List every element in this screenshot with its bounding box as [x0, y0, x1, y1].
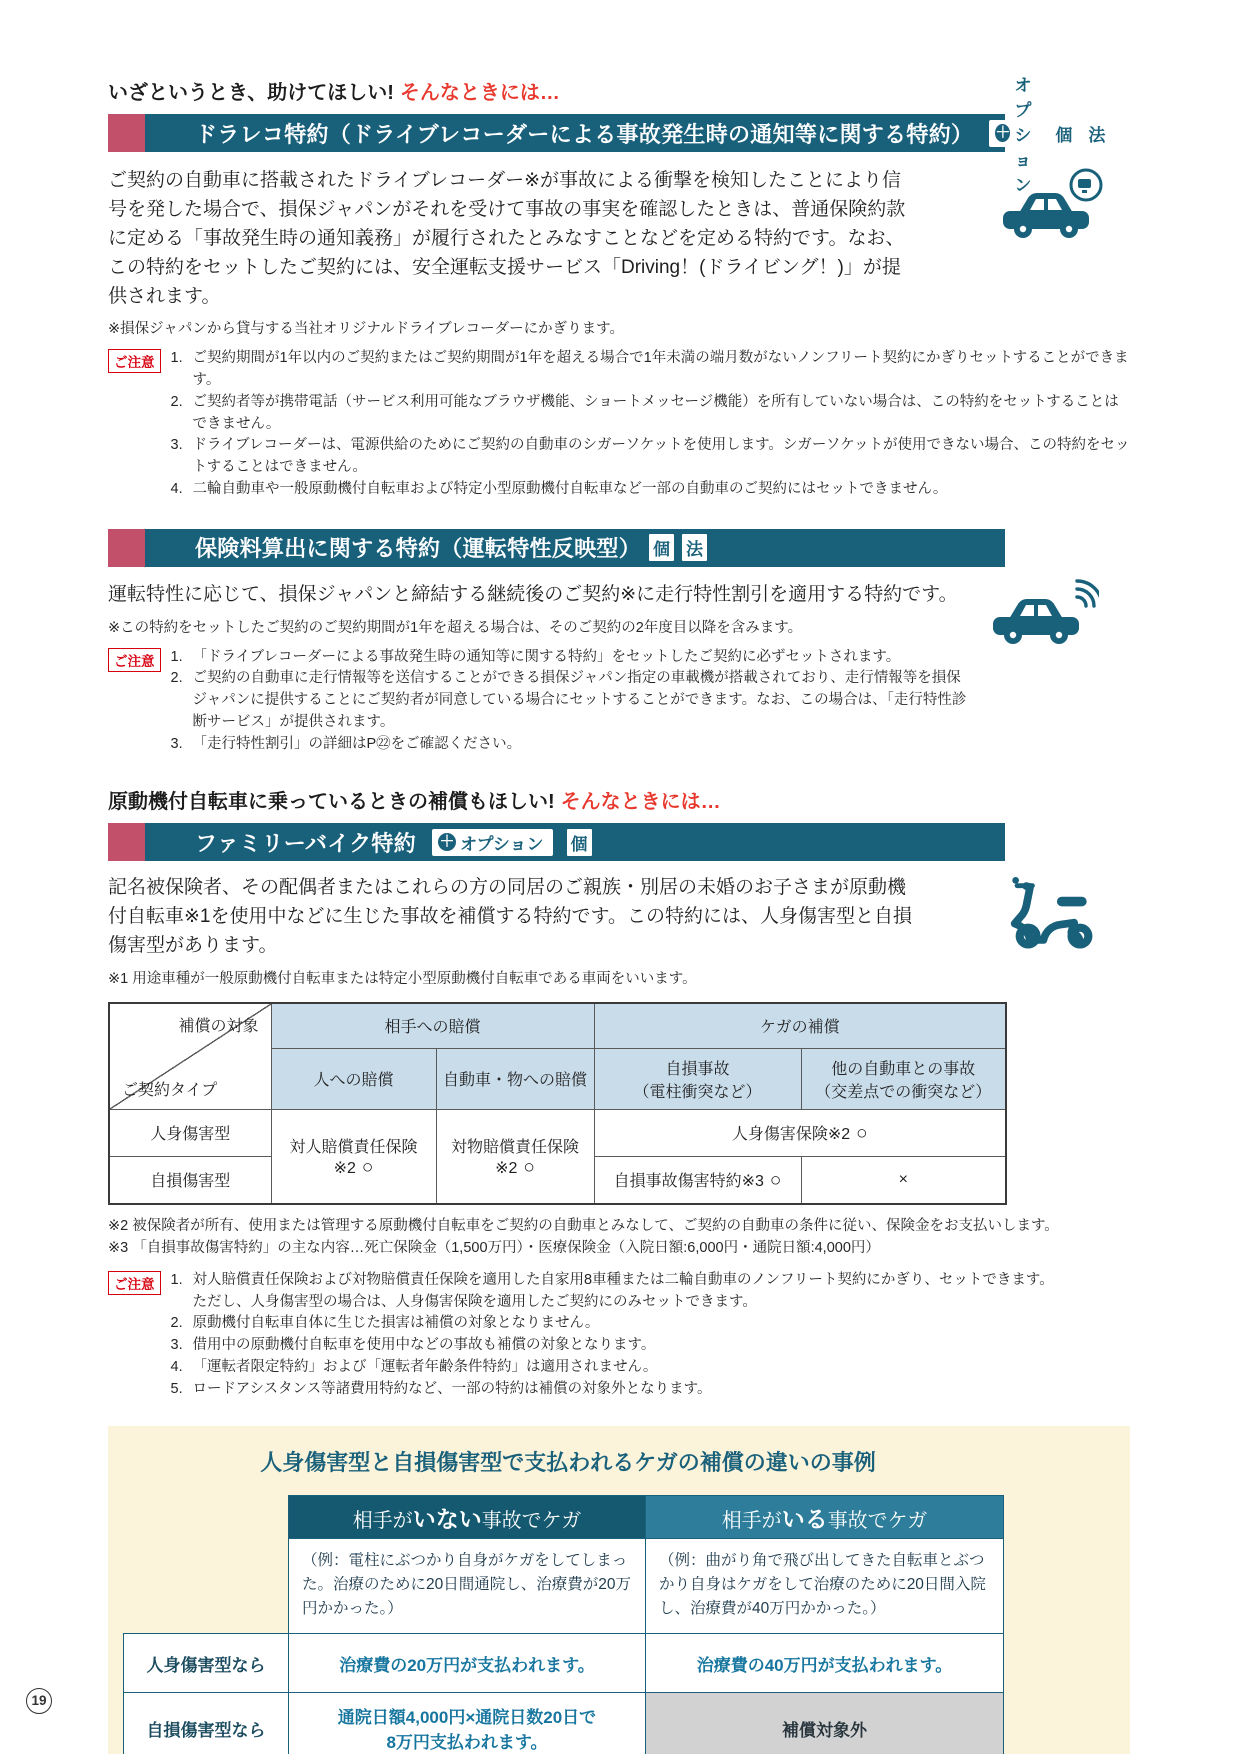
section-bike-body — [108, 874, 1133, 1400]
column-header: 人への賠償 — [271, 1048, 436, 1109]
example-case-right: （例：曲がり角で飛び出してきた自転車とぶつかり自身はケガをして治療のために20日間入院し、治療費が40万円かかった。） — [646, 1539, 1004, 1634]
table-row — [124, 1693, 1004, 1754]
example-header-no-other-party: 相手がいない事故でケガ — [289, 1496, 646, 1539]
section-hokenryo-body — [108, 581, 1133, 756]
lead-text: いざというとき、助けてほしい! — [108, 82, 394, 104]
caution-item: 1. 「ドライブレコーダーによる事故発生時の通知等に関する特約」をセットしたご契約に必ずセットされます。 — [170, 648, 901, 665]
caution-item: 5. ロードアシスタンス等諸費用特約など、一部の特約は補償の対象外となります。 — [170, 1380, 712, 1397]
table-row — [109, 1109, 1006, 1156]
payment-cell: 治療費の20万円が支払われます。 — [289, 1634, 646, 1693]
caution-block — [108, 647, 1133, 756]
lead-line-1 — [108, 76, 1133, 105]
section-body-text: 記名被保険者、その配偶者またはこれらの方の同居のご親族・別居の未婚のお子さまが原動機付自転車※1を使用中などに生じた事故を補償する特約です。この特約には、人身傷害型と自損傷害型があります。 — [108, 877, 912, 956]
section-title: ファミリーバイク特約 — [195, 830, 417, 856]
header-accent-block — [108, 114, 145, 152]
table-row — [124, 1634, 1004, 1693]
page-number: 19 — [26, 1688, 52, 1714]
caution-item: 2. ご契約者等が携帯電話（サービス利用可能なブラウザ機能、ショートメッセージ機能）を所有していない場合は、この特約をセットすることはできません。 — [170, 393, 1119, 432]
section-header-bike — [108, 823, 1005, 861]
lead-highlight: そんなときには… — [399, 82, 560, 104]
option-badge: ＋ オプション — [989, 120, 1043, 147]
cell-not-covered: × — [801, 1156, 1006, 1204]
telematics-car-icon — [991, 575, 1099, 655]
example-header-with-other-party: 相手がいる事故でケガ — [646, 1496, 1004, 1539]
cell-taijin: 対人賠償責任保険※2 ○ — [271, 1109, 436, 1204]
column-group-liability: 相手への賠償 — [271, 1003, 594, 1049]
coverage-table — [108, 1002, 1007, 1205]
caution-label: ご注意 — [108, 1271, 161, 1295]
cell-jison: 自損事故傷害特約※3 ○ — [594, 1156, 801, 1204]
lead-line-2 — [108, 785, 1133, 814]
caution-item: 4. 「運転者限定特約」および「運転者年齢条件特約」は適用されません。 — [170, 1358, 658, 1375]
caution-block — [108, 348, 1133, 500]
column-header: 自動車・物への賠償 — [436, 1048, 594, 1109]
caution-item: 3. ドライブレコーダーは、電源供給のためにご契約の自動車のシガーソケットを使用します。シガーソケットが使用できない場合、この特約をセットすることはできません。 — [170, 437, 1130, 476]
signal-waves-icon — [1077, 581, 1099, 606]
header-accent-block — [108, 823, 145, 861]
not-covered-cell: 補償対象外 — [646, 1693, 1004, 1754]
caution-item: 3. 「走行特性割引」の詳細はP㉒をご確認ください。 — [170, 735, 522, 752]
lead-highlight: そんなときには… — [560, 791, 721, 814]
section-title: ドラレコ特約（ドライブレコーダーによる事故発生時の通知等に関する特約） — [195, 121, 974, 147]
row-label: 人身傷害型 — [109, 1109, 271, 1156]
section-title: 保険料算出に関する特約（運転特性反映型） — [195, 536, 642, 562]
caution-item: 3. 借用中の原動機付自転車を使用中などの事故も補償の対象となります。 — [170, 1337, 656, 1354]
caution-item: 1. ご契約期間が1年以内のご契約またはご契約期間が1年を超える場合で1年未満の端月数がないノンフリート契約にかぎりセットすることができます。 — [170, 350, 1129, 389]
scooter-icon — [1007, 874, 1103, 954]
row-label: 人身傷害型なら — [124, 1634, 289, 1693]
table-footnotes: ※2 被保険者が所有、使用または管理する原動機付自転車をご契約の自動車とみなして、ご契約の自動車の条件に従い、保険金をお支払いします。 ※3 「自損事故傷害特約」の主な内容…死亡保険金（1,500万円）・医療保険金（入院日額:6,000円・通院日額:4,000円） — [108, 1217, 1059, 1257]
caution-label: ご注意 — [108, 349, 161, 373]
example-comparison-box — [108, 1426, 1130, 1754]
scope-badge-personal: 個 — [567, 829, 592, 856]
scope-badge-corporate: 法 — [682, 534, 707, 561]
example-box-title: 人身傷害型と自損傷害型で支払われるケガの補償の違いの事例 — [260, 1450, 876, 1476]
option-badge: ＋ オプション — [432, 829, 552, 856]
caution-item: 4. 二輪自動車や一般原動機付自転車および特定小型原動機付自転車など一部の自動車のご契約にはセットできません。 — [170, 480, 948, 497]
example-table — [123, 1495, 1004, 1754]
payment-cell: 通院日額4,000円×通院日数20日で 8万円支払われます。 — [289, 1693, 646, 1754]
section-body-text: ご契約の自動車に搭載されたドライブレコーダー※が事故による衝撃を検知したことにより信号を発した場合で、損保ジャパンがそれを受けて事故の事実を確認したときは、普通保険約款に定める「事故発生時の通知義務」が履行されたとみなすことなどを定める特約です。なお、この特約をセットしたご契約には、安全運転支援サービス「Driving！(ドライビング！)」が提供されます。 — [108, 170, 906, 307]
caution-block — [108, 1270, 1133, 1401]
plus-icon: ＋ — [995, 124, 1011, 141]
caution-item: 2. ご契約の自動車に走行情報等を送信することができる損保ジャパン指定の車載機が搭載されており、走行情報等を損保ジャパンに提供することにご契約者が同意している場合にセットすることができます。なお、この場合は、「走行特性診断サービス」が提供されます。 — [170, 670, 967, 730]
scope-badge-corporate: 法 — [1084, 120, 1109, 147]
section-header-hokenryo — [108, 529, 1005, 567]
row-label: 自損傷害型 — [109, 1156, 271, 1204]
header-accent-block — [108, 529, 145, 567]
payment-cell: 治療費の40万円が支払われます。 — [646, 1634, 1004, 1693]
column-header: 自損事故 （電柱衝突など） — [594, 1048, 801, 1109]
row-label: 自損傷害型なら — [124, 1693, 289, 1754]
section-footnote: ※1 用途車種が一般原動機付自転車または特定小型原動機付自転車である車両をいいます。 — [108, 970, 697, 987]
table-corner-cell: 補償の対象 ご契約タイプ — [109, 1003, 271, 1110]
cell-taibutsu: 対物賠償責任保険※2 ○ — [436, 1109, 594, 1204]
section-footnote: ※損保ジャパンから貸与する当社オリジナルドライブレコーダーにかぎります。 — [108, 321, 625, 338]
section-footnote: ※この特約をセットしたご契約のご契約期間が1年を超える場合は、そのご契約の2年度目以降を含みます。 — [108, 619, 803, 636]
dashcam-car-icon — [1001, 167, 1105, 251]
example-case-left: （例：電柱にぶつかり自身がケガをしてしまった。治療のために20日間通院し、治療費が20万円かかった。） — [289, 1539, 646, 1634]
caution-label: ご注意 — [108, 648, 161, 672]
section-body-text: 運転特性に応じて、損保ジャパンと締結する継続後のご契約※に走行特性割引を適用する特約です。 — [108, 583, 958, 605]
column-header: 他の自動車との事故 （交差点での衝突など） — [801, 1048, 1006, 1109]
cell-jinshin: 人身傷害保険※2 ○ — [594, 1109, 1006, 1156]
column-group-injury: ケガの補償 — [594, 1003, 1006, 1049]
plus-icon: ＋ — [439, 833, 455, 851]
lead-text: 原動機付自転車に乗っているときの補償もほしい! — [108, 791, 555, 814]
scope-badge-personal: 個 — [1051, 120, 1076, 147]
scope-badge-personal: 個 — [649, 534, 674, 561]
section-dorareco-body — [108, 167, 1133, 501]
caution-item: 1. 対人賠償責任保険および対物賠償責任保険を適用した自家用8車種または二輪自動車のノンフリート契約にかぎり、セットできます。 ただし、人身傷害型の場合は、人身傷害保険を適用したご契約にのみセットできます。 — [170, 1271, 1054, 1310]
caution-item: 2. 原動機付自転車自体に生じた損害は補償の対象となりません。 — [170, 1315, 600, 1332]
